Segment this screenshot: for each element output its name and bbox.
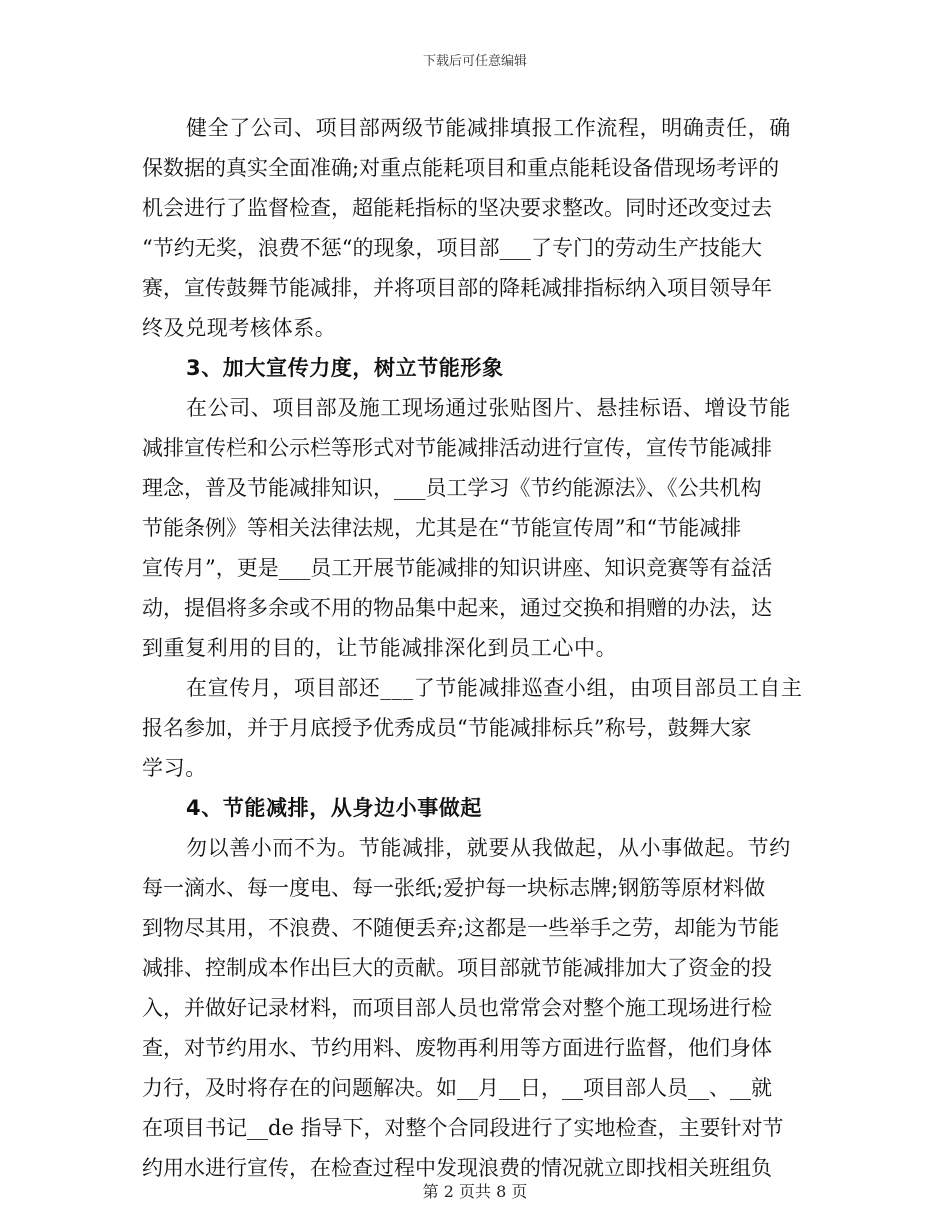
text-line: 每一滴水、每一度电、每一张纸;爱护每一块标志牌;钢筋等原材料做	[142, 876, 766, 900]
text-line: 健全了公司、项目部两级节能减排填报工作流程，明确责任，确	[186, 116, 791, 140]
text-line: 约用水进行宣传，在检查过程中发现浪费的情况就立即找相关班组负	[142, 1156, 772, 1180]
page-footer: 第 2 页共 8 页	[422, 1182, 528, 1201]
text-line: 学习。	[142, 756, 207, 780]
text-line: 节能条例》等相关法律法规，尤其是在“节能宣传周”和“节能减排	[142, 516, 742, 540]
text-line: 减排宣传栏和公示栏等形式对节能减排活动进行宣传，宣传节能减排	[142, 436, 772, 460]
text-line: 报名参加，并于月底授予优秀成员“节能减排标兵”称号，鼓舞大家	[142, 716, 752, 740]
page-header: 下载后可任意编辑	[422, 54, 527, 69]
text-line: 到物尽其用，不浪费、不随便丢弃;这都是一些举手之劳，却能为节能	[142, 916, 780, 940]
section-heading: 3、加大宣传力度，树立节能形象	[186, 356, 504, 380]
text-line: 查，对节约用水、节约用料、废物再利用等方面进行监督，他们身体	[142, 1036, 772, 1060]
text-line: 在公司、项目部及施工现场通过张贴图片、悬挂标语、增设节能	[186, 396, 791, 420]
text-line: “节约无奖，浪费不惩“的现象，项目部___了专门的劳动生产技能大	[142, 236, 762, 260]
section-heading: 4、节能减排，从身边小事做起	[186, 796, 483, 820]
text-line: 在宣传月，项目部还___了节能减排巡查小组，由项目部员工自主	[186, 676, 803, 700]
text-line: 动，提倡将多余或不用的物品集中起来，通过交换和捐赠的办法，达	[142, 596, 772, 620]
text-line: 到重复利用的目的，让节能减排深化到员工心中。	[142, 636, 618, 660]
text-line: 赛，宣传鼓舞节能减排，并将项目部的降耗减排指标纳入项目领导年	[142, 276, 772, 300]
text-line: 机会进行了监督检查，超能耗指标的坚决要求整改。同时还改变过去	[142, 196, 772, 220]
text-line: 在项目书记__de 指导下，对整个合同段进行了实地检查，主要针对节	[142, 1116, 784, 1140]
text-line: 保数据的真实全面准确;对重点能耗项目和重点能耗设备借现场考评的	[142, 156, 780, 180]
text-line: 入，并做好记录材料，而项目部人员也常常会对整个施工现场进行检	[142, 996, 772, 1020]
text-line: 宣传月”，更是___员工开展节能减排的知识讲座、知识竞赛等有益活	[142, 556, 773, 580]
text-line: 勿以善小而不为。节能减排，就要从我做起，从小事做起。节约	[186, 836, 791, 860]
text-line: 力行，及时将存在的问题解决。如__月__日，__项目部人员__、__就	[142, 1076, 772, 1100]
text-line: 减排、控制成本作出巨大的贡献。项目部就节能减排加大了资金的投	[142, 956, 772, 980]
text-line: 理念，普及节能减排知识，___员工学习《节约能源法》、《公共机构	[142, 476, 762, 500]
text-line: 终及兑现考核体系。	[142, 316, 337, 340]
document-body	[142, 108, 812, 1188]
